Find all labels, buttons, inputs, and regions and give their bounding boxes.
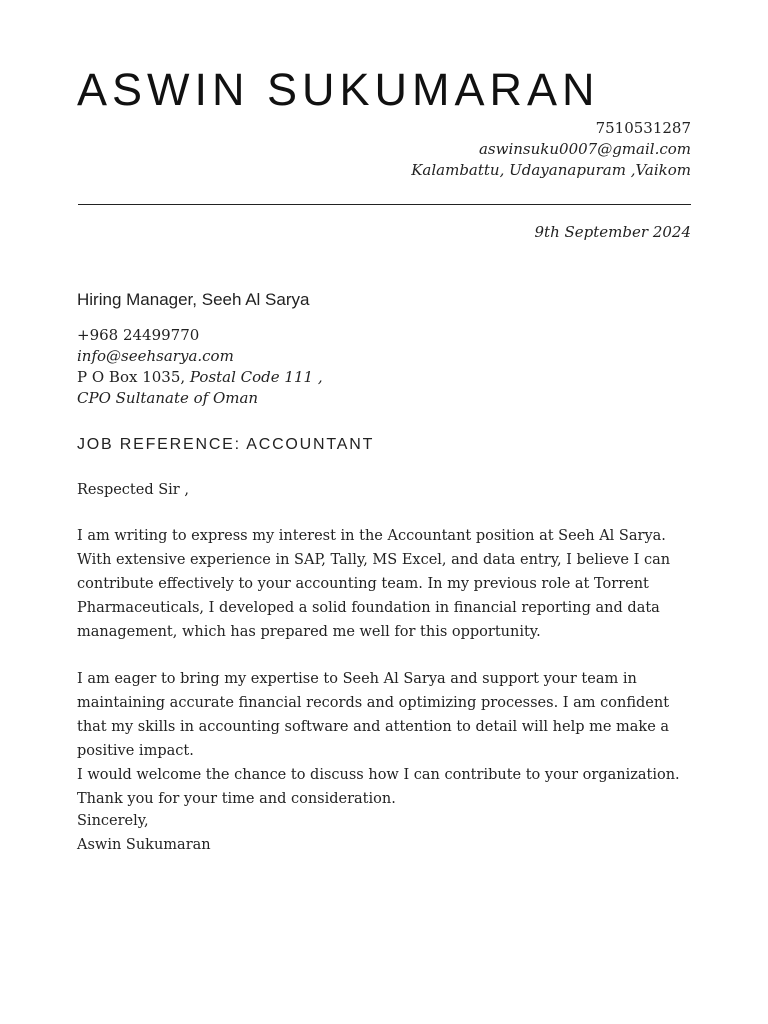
recipient-title: Hiring Manager, Seeh Al Sarya — [77, 290, 310, 309]
recipient-address-line2: CPO Sultanate of Oman — [77, 389, 259, 407]
sender-contact-block — [411, 118, 691, 181]
letter-date: 9th September 2024 — [534, 223, 691, 241]
recipient-phone: +968 24499770 — [77, 326, 200, 344]
job-reference: JOB REFERENCE: ACCOUNTANT — [77, 436, 375, 453]
recipient-contact-block — [77, 325, 323, 409]
body-paragraph-1: I am writing to express my interest in the Accountant position at Seeh Al Sarya. With extensive experience in SAP, Tally, MS Excel, and data entry, I believe I can contribute effectively to your accounting team. In my previous role at Torrent Pharmaceuticals, I developed a solid foundation in financial reporting and data management, which has prepared me well for this opportunity. — [77, 528, 671, 640]
recipient-email: info@seehsarya.com — [77, 347, 234, 365]
body-paragraph-2-line3: Thank you for your time and consideration. — [77, 791, 396, 807]
body-paragraph-2-line1: I am eager to bring my expertise to Seeh Al Sarya and support your team in maintaining accurate financial records and optimizing processes. I am confident that my skills in accounting software and attention to detail will help me make a positive impact. — [77, 671, 670, 759]
body-paragraph-2-line2: I would welcome the chance to discuss how I can contribute to your organization. — [77, 767, 680, 783]
body-paragraph-2 — [77, 667, 697, 811]
sender-address: Kalambattu, Udayanapuram ,Vaikom — [411, 161, 691, 179]
sender-name: ASWIN SUKUMARAN — [77, 64, 600, 115]
sender-email: aswinsuku0007@gmail.com — [478, 140, 691, 158]
signature-name: Aswin Sukumaran — [77, 837, 211, 853]
closing-block — [77, 809, 697, 857]
recipient-address-line1: P O Box 1035, Postal Code 111 , — [77, 368, 323, 386]
closing: Sincerely, — [77, 813, 149, 829]
header-divider — [78, 204, 691, 205]
salutation: Respected Sir , — [77, 482, 189, 498]
sender-phone: 7510531287 — [595, 119, 691, 137]
